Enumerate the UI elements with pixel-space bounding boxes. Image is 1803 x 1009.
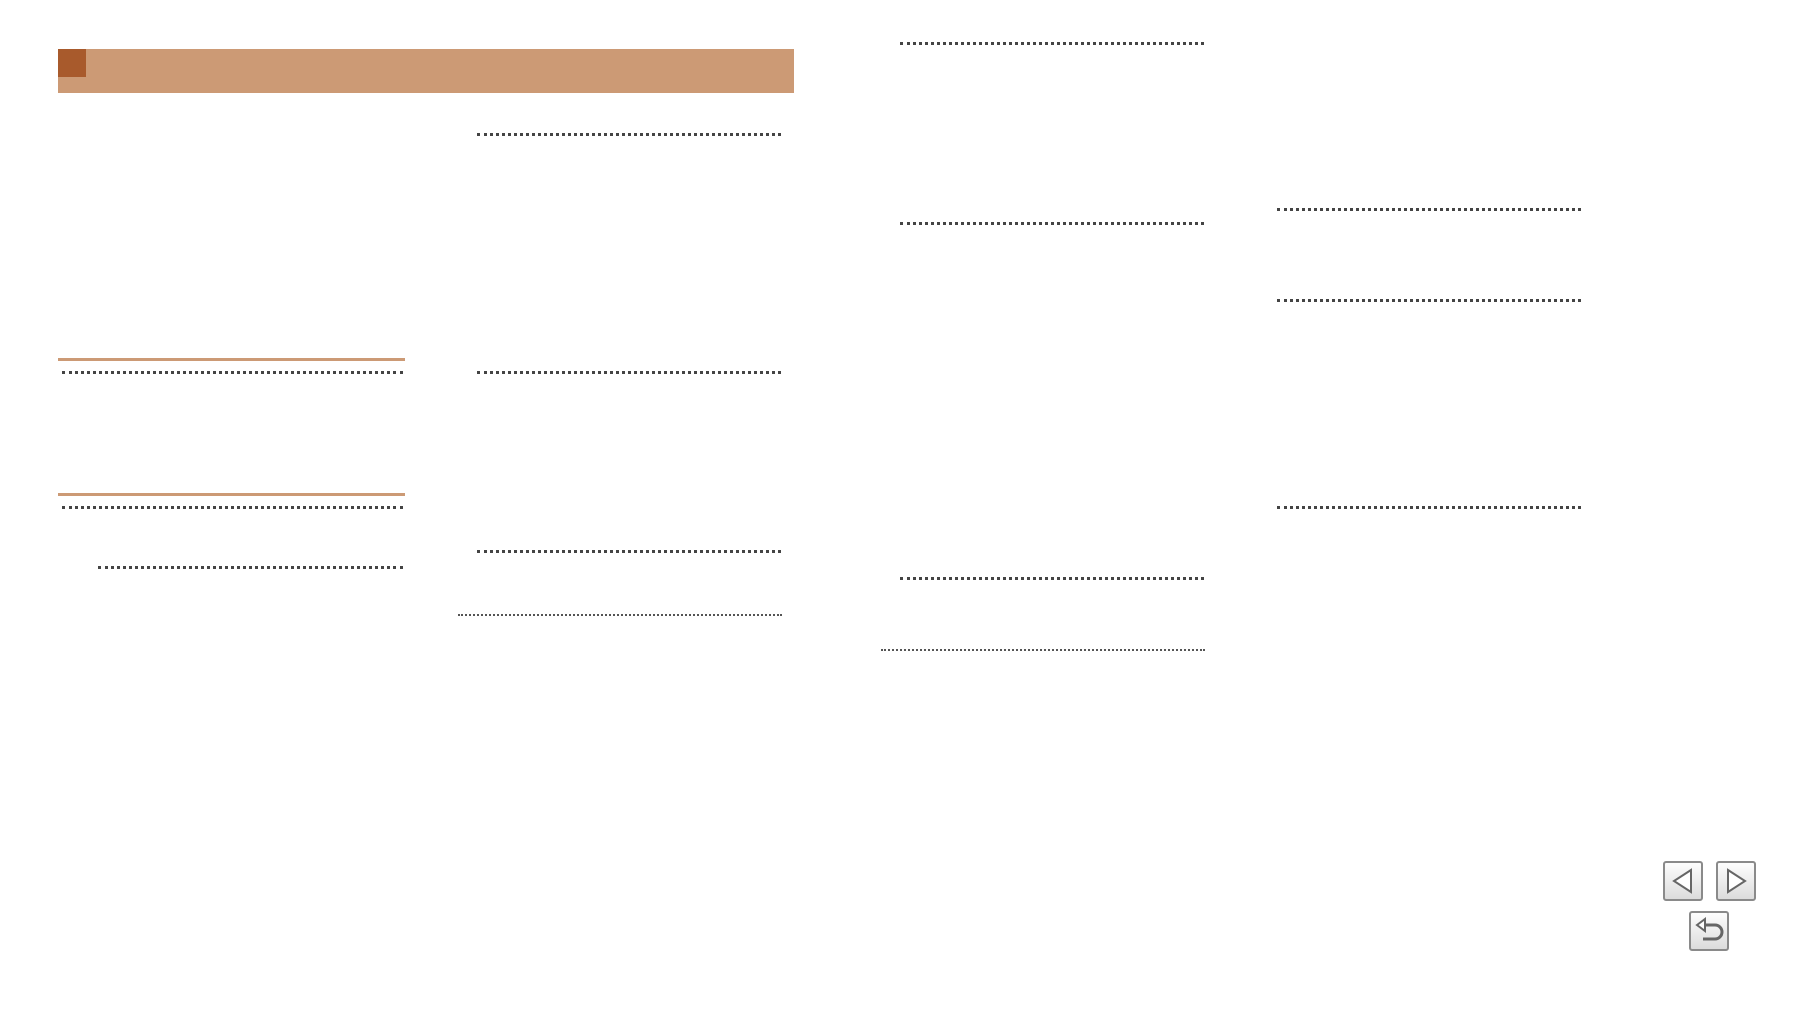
leader-dots xyxy=(62,506,403,509)
chapter-7-list xyxy=(880,622,1206,659)
prev-page-button[interactable] xyxy=(1663,861,1703,901)
toc-chapter-3[interactable] xyxy=(437,371,783,407)
toc-chapter-10[interactable] xyxy=(1237,506,1583,542)
toc-chapter-7[interactable] xyxy=(860,577,1206,613)
triangle-left-icon xyxy=(1665,863,1701,899)
toc-chapter-9[interactable] xyxy=(1237,299,1583,335)
next-page-button[interactable] xyxy=(1716,861,1756,901)
toc-basic-guide[interactable] xyxy=(58,358,405,380)
leader-dots xyxy=(458,614,782,616)
toc-chapter-4[interactable] xyxy=(437,550,783,586)
chapter-4-list xyxy=(457,595,783,624)
return-arrow-icon xyxy=(1691,913,1727,949)
toc-entry[interactable] xyxy=(880,630,1206,659)
leader-dots xyxy=(477,371,781,374)
toc-entry[interactable] xyxy=(457,595,783,624)
leader-dots xyxy=(900,222,1204,225)
return-button[interactable] xyxy=(1689,911,1729,951)
leader-dots xyxy=(1277,299,1581,302)
toc-chapter-1[interactable] xyxy=(58,566,405,602)
leader-dots xyxy=(900,42,1204,45)
toc-chapter-6[interactable] xyxy=(860,222,1206,258)
toc-chapter-8[interactable] xyxy=(1237,208,1583,244)
leader-dots xyxy=(881,649,1205,651)
leader-dots xyxy=(1277,506,1581,509)
leader-dots xyxy=(62,371,403,374)
toc-chapter-2[interactable] xyxy=(437,133,783,169)
title-square xyxy=(58,49,86,77)
leader-dots xyxy=(477,550,781,553)
toc-advanced-guide[interactable] xyxy=(58,493,405,515)
triangle-right-icon xyxy=(1718,863,1754,899)
leader-dots xyxy=(900,577,1204,580)
leader-dots xyxy=(477,133,781,136)
toc-chapter-5[interactable] xyxy=(860,42,1206,78)
leader-dots xyxy=(1277,208,1581,211)
leader-dots xyxy=(98,566,403,569)
title-banner xyxy=(58,49,794,93)
